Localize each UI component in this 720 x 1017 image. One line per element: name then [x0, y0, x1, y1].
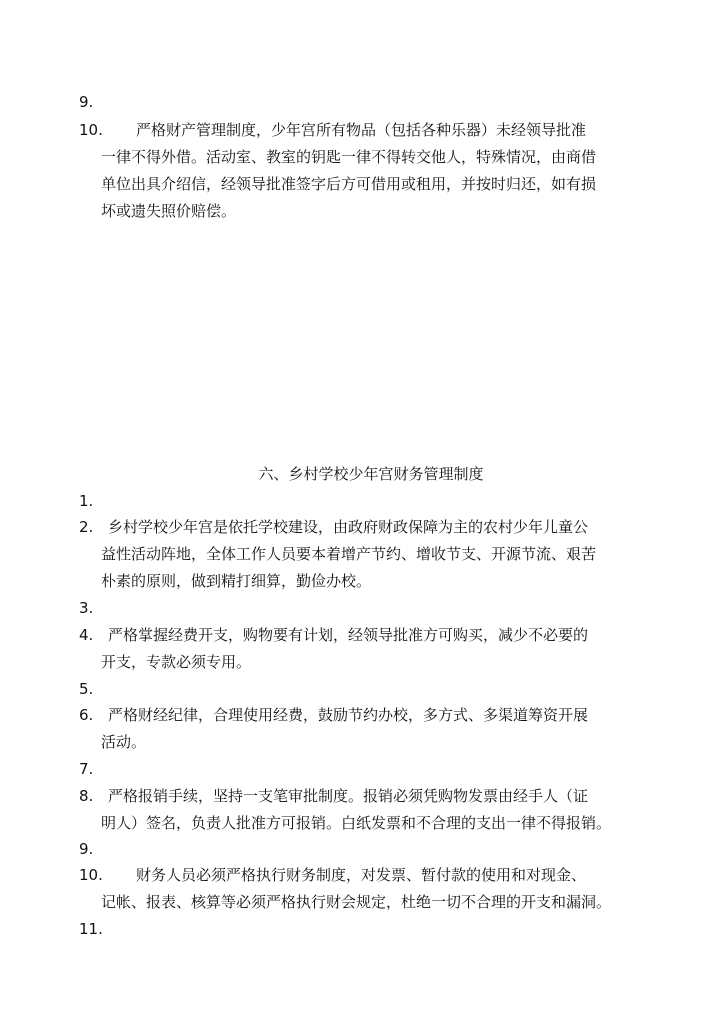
paragraph-line: 财务人员必须严格执行财务制度，对发票、暂付款的使用和对现金、 [136, 866, 587, 884]
paragraph-line-row [0, 810, 720, 837]
item-number: 9. [79, 840, 94, 858]
paragraph-line: 开支，专款必须专用。 [101, 653, 252, 671]
item-number: 5. [79, 680, 94, 698]
list-item-11 [0, 916, 720, 943]
item-number: 9. [79, 93, 94, 111]
list-item-4 [0, 622, 720, 649]
item-number: 10. [79, 866, 103, 884]
paragraph-line: 严格财产管理制度，少年宫所有物品（包括各种乐器）未经领导批准 [136, 121, 587, 139]
paragraph-line: 乡村学校少年宫是依托学校建设，由政府财政保障为主的农村少年儿童公 [108, 518, 589, 536]
paragraph-line: 严格掌握经费开支，购物要有计划，经领导批准方可购买，减少不必要的 [108, 626, 589, 644]
paragraph-line-row [0, 568, 720, 595]
item-number: 7. [79, 760, 94, 778]
paragraph-line-row [0, 144, 720, 171]
paragraph-line-row [0, 649, 720, 676]
paragraph-line-row [0, 541, 720, 568]
item-number: 1. [79, 492, 94, 510]
item-number: 10. [79, 121, 103, 139]
list-item-3 [0, 595, 720, 622]
paragraph-line: 严格报销手续，坚持一支笔审批制度。报销必须凭购物发票由经手人（证 [108, 787, 589, 805]
paragraph-line: 记帐、报表、核算等必须严格执行财会规定，杜绝一切不合理的开支和漏洞。 [101, 893, 612, 911]
paragraph-line: 一律不得外借。活动室、教室的钥匙一律不得转交他人，特殊情况，由商借 [101, 148, 597, 166]
list-item-8 [0, 783, 720, 810]
paragraph-line-row [0, 889, 720, 916]
paragraph-line-row [0, 198, 720, 225]
section-title: 六、乡村学校少年宫财务管理制度 [258, 465, 484, 483]
paragraph-line-row [0, 171, 720, 198]
item-number: 11. [79, 920, 103, 938]
list-item-10 [0, 862, 720, 889]
paragraph-line: 严格财经纪律，合理使用经费，鼓励节约办校，多方式、多渠道筹资开展 [108, 706, 589, 724]
item-number: 3. [79, 599, 94, 617]
item-number: 2. [79, 518, 94, 536]
item-number: 8. [79, 787, 94, 805]
item-number: 6. [79, 706, 94, 724]
list-item-9 [0, 89, 720, 116]
list-item-7 [0, 756, 720, 783]
paragraph-line: 单位出具介绍信，经领导批准签字后方可借用或租用，并按时归还，如有损 [101, 175, 597, 193]
paragraph-line: 益性活动阵地，全体工作人员要本着增产节约、增收节支、开源节流、艰苦 [101, 545, 597, 563]
list-item-2 [0, 514, 720, 541]
paragraph-line: 坏或遗失照价赔偿。 [101, 202, 237, 220]
item-number: 4. [79, 626, 94, 644]
paragraph-line: 活动。 [101, 733, 147, 751]
paragraph-line: 明人）签名，负责人批准方可报销。白纸发票和不合理的支出一律不得报销。 [101, 814, 612, 832]
list-item-10 [0, 117, 720, 144]
list-item-1 [0, 488, 720, 515]
list-item-5 [0, 676, 720, 703]
paragraph-line: 朴素的原则，做到精打细算，勤俭办校。 [101, 572, 372, 590]
list-item-6 [0, 702, 720, 729]
paragraph-line-row [0, 729, 720, 756]
list-item-9 [0, 836, 720, 863]
